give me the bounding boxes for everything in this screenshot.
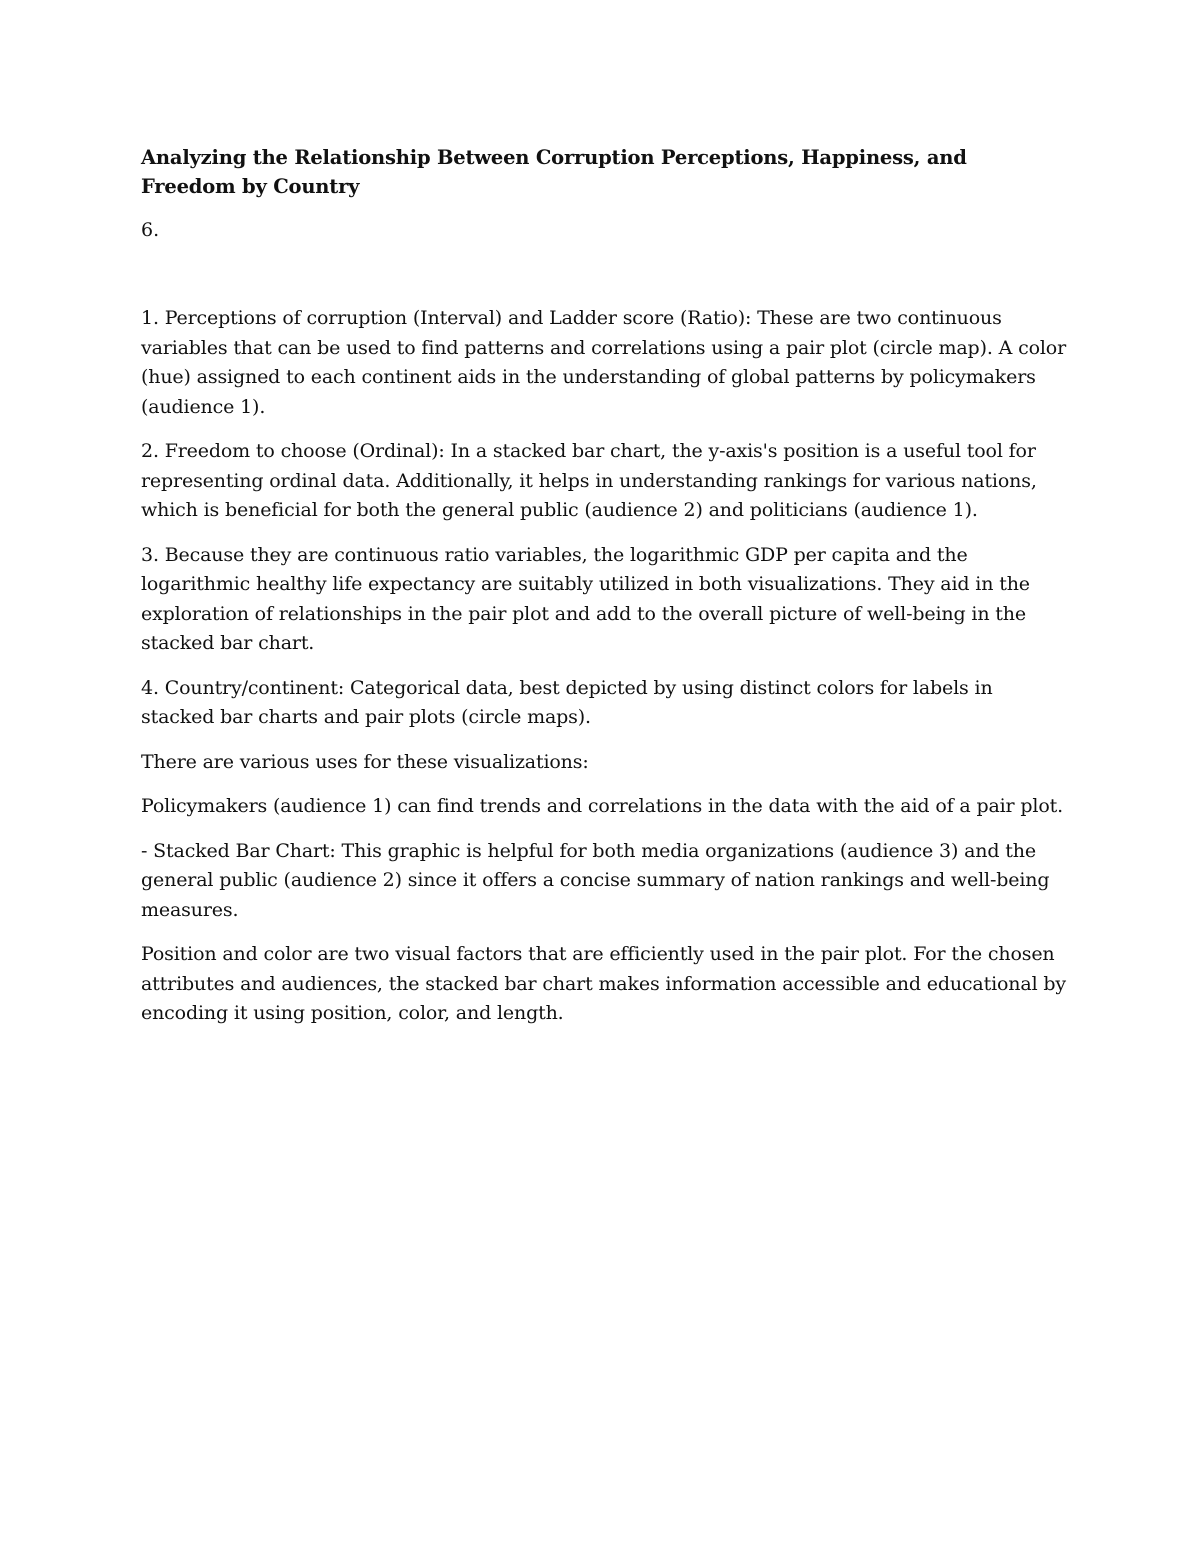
paragraph-uses-intro: There are various uses for these visualizations: [141, 750, 589, 773]
paragraph-stacked-bar-chart: - Stacked Bar Chart: This graphic is helpful for both media organizations (audience 3) and the general public (audience 2) since it offers a concise summary of nation rankings and well-being measures. [141, 839, 1050, 921]
paragraph-corruption-ladder: 1. Perceptions of corruption (Interval) and Ladder score (Ratio): These are two continuous variables that can be used to find patterns and correlations using a pair plot (circle map). A color (hue) assigned to each continent aids in the understanding of global patterns by policymakers (audience 1). [141, 307, 1066, 418]
paragraph-policymakers: Policymakers (audience 1) can find trends and correlations in the data with the aid of a pair plot. [141, 795, 1063, 817]
paragraph-freedom-to-choose: 2. Freedom to choose (Ordinal): In a stacked bar chart, the y-axis's position is a useful tool for representing ordinal data. Additionally, it helps in understanding rankings for various nations, which is beneficial for both the general public (audience 2) and politicians (audience 1). [141, 440, 1037, 521]
paragraph-country-continent: 4. Country/continent: Categorical data, best depicted by using distinct colors for labels in stacked bar charts and pair plots (circle maps). [141, 676, 993, 728]
document-title: Analyzing the Relationship Between Corruption Perceptions, Happiness, and Freedom by Country [141, 146, 967, 198]
paragraph-gdp-life-expectancy: 3. Because they are continuous ratio variables, the logarithmic GDP per capita and the logarithmic healthy life expectancy are suitably utilized in both visualizations. They aid in the exploration of relationships in the pair plot and add to the overall picture of well-being in the stacked bar chart. [141, 543, 1030, 654]
paragraph-position-color: Position and color are two visual factors that are efficiently used in the pair plot. For the chosen attributes and audiences, the stacked bar chart makes information accessible and educational by encoding it using position, color, and length. [141, 943, 1066, 1024]
question-number: 6. [141, 219, 160, 241]
